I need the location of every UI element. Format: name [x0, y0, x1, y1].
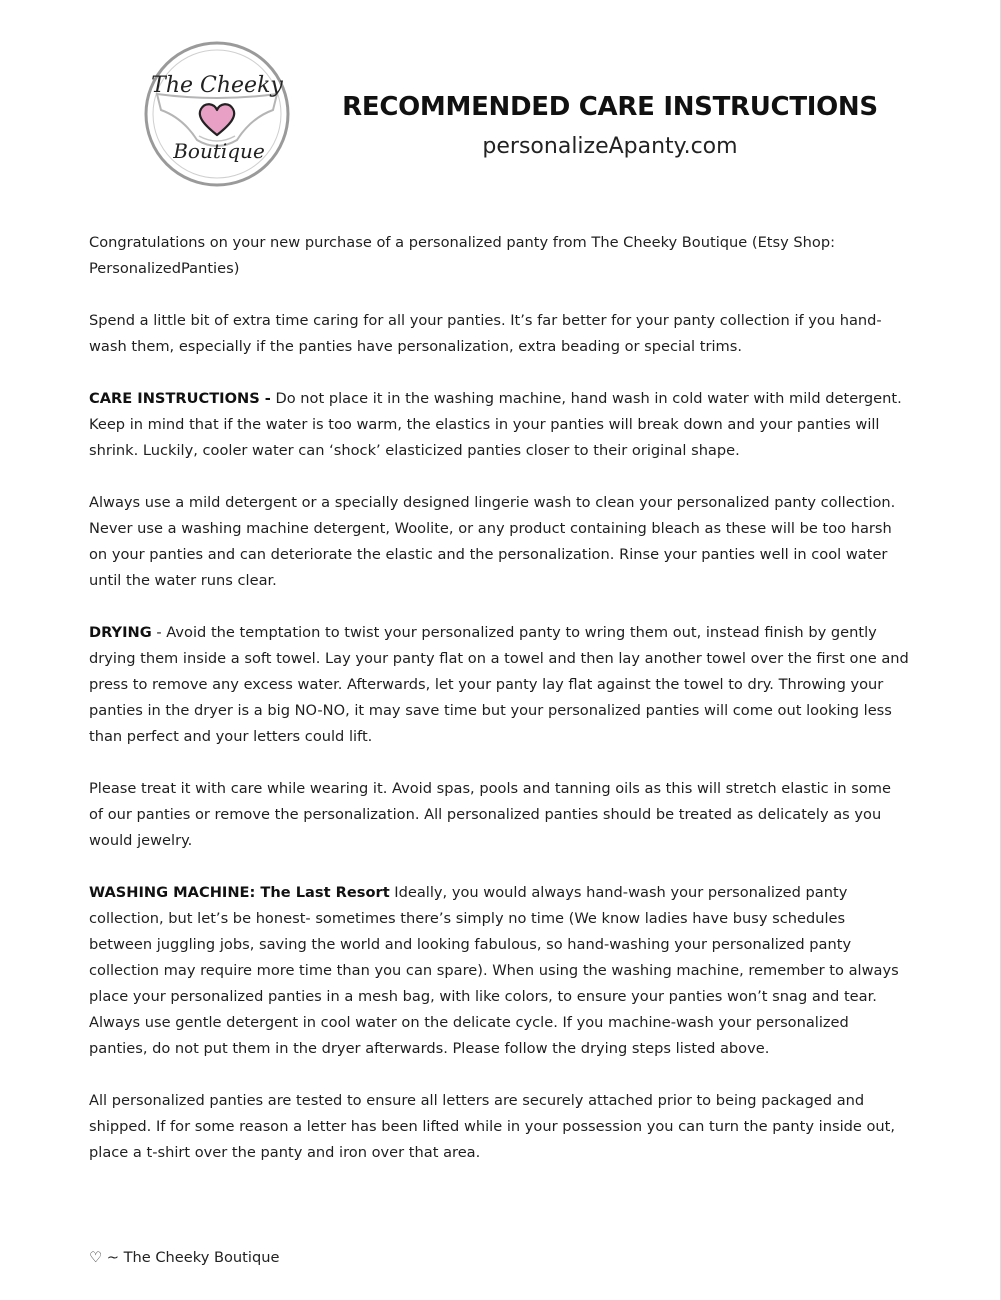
logo-text-top: The Cheeky: [151, 73, 283, 98]
page-title: RECOMMENDED CARE INSTRUCTIONS: [342, 92, 878, 122]
site-url: personalizeApanty.com: [482, 134, 738, 159]
intro-paragraph: Congratulations on your new purchase of a personalized panty from The Cheeky Boutique (Etsy Shop: PersonalizedPanties): [89, 234, 836, 277]
instructions-body: [89, 230, 909, 1192]
care-paragraph: [89, 386, 909, 464]
care-text: Do not place it in the washing machine, hand wash in cold water with mild detergent. Keep in mind that if the water is too warm, the elastics in your panties will break down and your panties will shrink. Luckily, cooler water can ‘shock’ elasticized panties closer to their original shape.: [89, 390, 902, 459]
washing-machine-paragraph: [89, 880, 909, 1062]
washing-machine-heading: WASHING MACHINE: The Last Resort: [89, 884, 390, 901]
drying-paragraph: [89, 620, 909, 750]
wearing-paragraph: Please treat it with care while wearing it. Avoid spas, pools and tanning oils as this will stretch elastic in some of our panties or remove the personalization. All personalized panties should be treated as delicately as you would jewelry.: [89, 780, 891, 849]
care-heading: CARE INSTRUCTIONS -: [89, 390, 271, 407]
detergent-paragraph: Always use a mild detergent or a specially designed lingerie wash to clean your personalized panty collection. Never use a washing machine detergent, Woolite, or any product containing bleach as these will be too harsh on your panties and can deteriorate the elastic and the personalization. Rinse your panties well in cool water until the water runs clear.: [89, 494, 896, 589]
footer-signature: ♡ ~ The Cheeky Boutique: [89, 1249, 280, 1266]
drying-text: - Avoid the temptation to twist your personalized panty to wring them out, instead finish by gently drying them inside a soft towel. Lay your panty flat on a towel and then lay another towel over the first one and press to remove any excess water. Afterwards, let your panty lay flat against the towel to dry. Throwing your panties in the dryer is a big NO-NO, it may save time but your personalized panties will come out looking less than perfect and your letters could lift.: [89, 624, 909, 745]
drying-heading: DRYING: [89, 624, 152, 641]
cheeky-boutique-logo: [143, 40, 291, 188]
logo-text-bottom: Boutique: [173, 139, 265, 163]
spend-paragraph: Spend a little bit of extra time caring for all your panties. It’s far better for your panty collection if you hand-wash them, especially if the panties have personalization, extra beading or special trims.: [89, 312, 882, 355]
tested-paragraph: All personalized panties are tested to ensure all letters are securely attached prior to being packaged and shipped. If for some reason a letter has been lifted while in your possession you can turn the panty inside out, place a t-shirt over the panty and iron over that area.: [89, 1092, 896, 1161]
washing-machine-text: Ideally, you would always hand-wash your personalized panty collection, but let’s be honest- sometimes there’s simply no time (We know ladies have busy schedules between juggling jobs, saving the world and looking fabulous, so hand-washing your personalized panty collection may require more time than you can spare). When using the washing machine, remember to always place your personalized panties in a mesh bag, with like colors, to ensure your panties won’t snag and tear. Always use gentle detergent in cool water on the delicate cycle. If you machine-wash your personalized panties, do not put them in the dryer afterwards. Please follow the drying steps listed above.: [89, 884, 899, 1057]
